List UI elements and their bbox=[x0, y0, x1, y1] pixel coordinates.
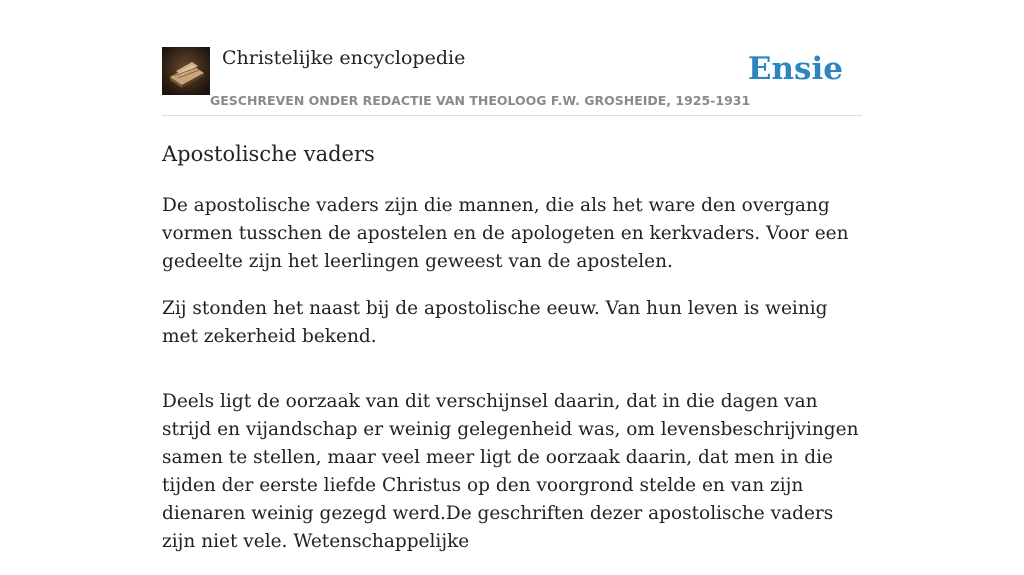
article-paragraph: De apostolische vaders zijn die mannen, die als het ware den overgang vormen tusschen de apostelen en de apologeten en kerkvaders. Voor een gedeelte zijn het leerlingen geweest van de apostelen. bbox=[162, 195, 849, 272]
ensie-logo-link[interactable]: Ensie bbox=[747, 51, 843, 87]
book-subtitle: GESCHREVEN ONDER REDACTIE VAN THEOLOOG F.W. GROSHEIDE, 1925-1931 bbox=[210, 93, 751, 108]
article-paragraph: Zij stonden het naast bij de apostolische eeuw. Van hun leven is weinig met zekerheid bekend. bbox=[162, 298, 828, 347]
book-title[interactable]: Christelijke encyclopedie bbox=[222, 47, 466, 69]
article-title: Apostolische vaders bbox=[162, 142, 375, 166]
book-cover-image bbox=[162, 47, 210, 95]
book-cover-avatar[interactable] bbox=[162, 47, 210, 95]
article-body bbox=[162, 192, 862, 575]
article-paragraph: Deels ligt de oorzaak van dit verschijnsel daarin, dat in die dagen van strijd en vijandschap er weinig gelegenheid was, om levensbeschrijvingen samen te stellen, maar veel meer ligt de oorzaak daarin, dat men in die tijden der eerste liefde Christus op den voorgrond stelde en van zijn dienaren weinig gezegd werd.De geschriften dezer apostolische vaders zijn niet vele. Wetenschappelijke bbox=[162, 391, 859, 552]
book-header bbox=[162, 46, 862, 116]
